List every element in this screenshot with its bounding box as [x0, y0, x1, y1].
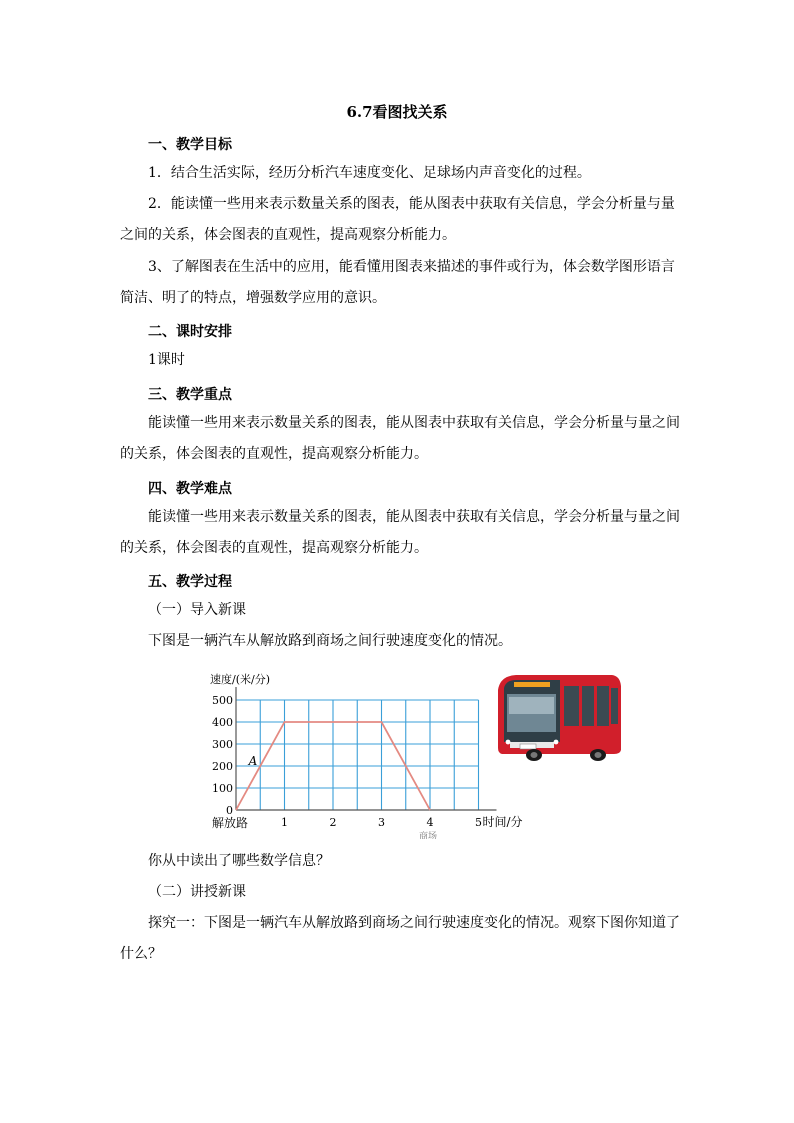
page-title: 6.7看图找关系 [346, 103, 448, 121]
section-heading-key-points: 三、教学重点 [148, 387, 232, 403]
objective-2-line-1: 2．能读懂一些用来表示数量关系的图表，能从图表中获取有关信息，学会分析量与量 [148, 196, 675, 212]
section-heading-objectives: 一、教学目标 [148, 137, 232, 153]
subsection-new-lesson-heading: （二）讲授新课 [148, 884, 246, 900]
x-tick-label: 1 [281, 816, 288, 829]
explore-line-2: 什么？ [120, 946, 162, 962]
point-label-a: A [248, 754, 258, 768]
x-tick-label: 4 [426, 816, 434, 829]
x-tick-label: 5 [475, 816, 482, 829]
x-axis-label: 时间/分 [482, 815, 523, 829]
difficulties-text [120, 502, 680, 564]
bus-icon [498, 675, 621, 761]
y-tick-label: 400 [212, 716, 233, 729]
y-tick-label: 300 [212, 738, 233, 751]
section-heading-difficulties: 四、教学难点 [148, 481, 232, 497]
key-points-line-1: 能读懂一些用来表示数量关系的图表，能从图表中获取有关信息，学会分析量与量之间 [148, 415, 680, 431]
schedule-text: 1课时 [148, 352, 185, 368]
objective-2 [120, 189, 680, 251]
x-end-label: 商场 [418, 832, 438, 839]
x-tick-label: 3 [378, 816, 385, 829]
bus-image [494, 670, 624, 762]
section-heading-schedule: 二、课时安排 [148, 324, 232, 340]
key-points-line-2: 的关系，体会图表的直观性，提高观察分析能力。 [120, 446, 428, 462]
intro-text: 下图是一辆汽车从解放路到商场之间行驶速度变化的情况。 [148, 633, 512, 649]
key-points-text [120, 408, 680, 470]
y-tick-label: 200 [212, 760, 233, 773]
objective-3-line-1: 3、了解图表在生活中的应用，能看懂用图表来描述的事件或行为，体会数学图形语言 [148, 259, 675, 275]
objective-2-line-2: 之间的关系，体会图表的直观性，提高观察分析能力。 [120, 227, 456, 243]
y-axis-label: 速度/(米/分) [210, 673, 270, 686]
objective-3-line-2: 简洁、明了的特点，增强数学应用的意识。 [120, 290, 386, 306]
y-tick-label: 100 [212, 782, 233, 795]
x-origin-label: 解放路 [211, 816, 249, 830]
difficulties-line-2: 的关系，体会图表的直观性，提高观察分析能力。 [120, 540, 428, 556]
objective-1: 1．结合生活实际，经历分析汽车速度变化、足球场内声音变化的过程。 [148, 165, 591, 181]
subsection-intro-heading: （一）导入新课 [148, 602, 246, 618]
explore-text [120, 908, 680, 970]
x-tick-label: 2 [329, 816, 337, 829]
y-tick-label: 500 [212, 694, 233, 707]
objective-3 [120, 252, 680, 314]
difficulties-line-1: 能读懂一些用来表示数量关系的图表，能从图表中获取有关信息，学会分析量与量之间 [148, 509, 680, 525]
y-tick-label: 0 [226, 804, 233, 817]
section-heading-process: 五、教学过程 [148, 574, 232, 590]
explore-line-1: 探究一：下图是一辆汽车从解放路到商场之间行驶速度变化的情况。观察下图你知道了 [148, 915, 680, 931]
question-text: 你从中读出了哪些数学信息？ [148, 853, 330, 869]
